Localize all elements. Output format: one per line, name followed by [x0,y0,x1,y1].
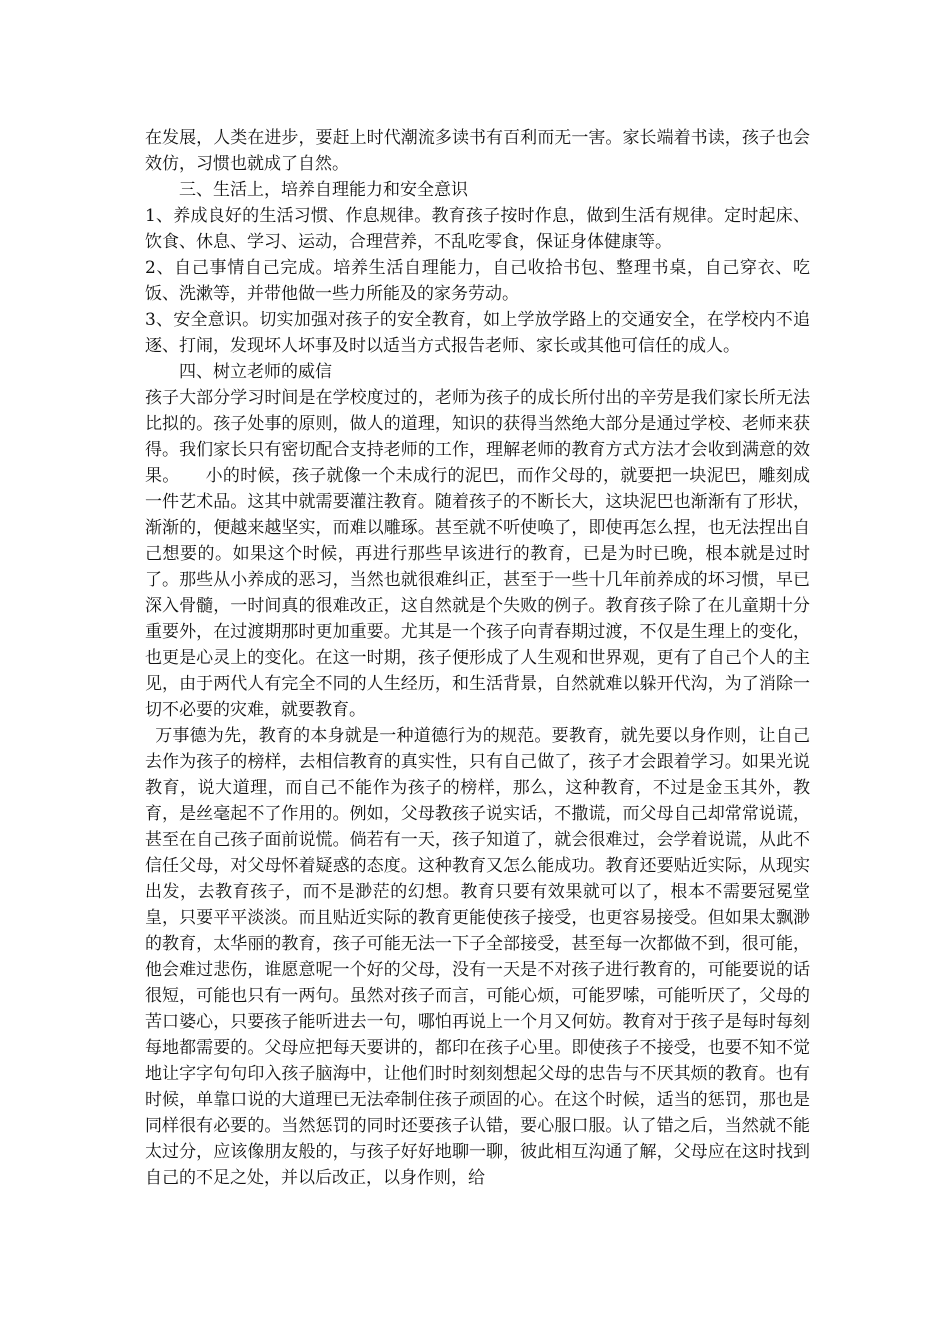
section-heading-life-skills: 三、生活上，培养自理能力和安全意识 [179,180,468,200]
document-body [145,125,810,1191]
section-heading-teacher-authority: 四、树立老师的威信 [179,362,332,382]
list-item-safety: 3、安全意识。切实加强对孩子的安全教育，如上学放学路上的交通安全，在学校内不追逐、打闹，发现坏人坏事及时以适当方式报告老师、家长或其他可信任的成人。 [145,310,810,356]
paragraph-teacher-authority: 孩子大部分学习时间是在学校度过的，老师为孩子的成长所付出的辛劳是我们家长所无法比拟的。孩子处事的原则，做人的道理，知识的获得当然绝大部分是通过学校、老师来获得。我们家长只有密切配合支持老师的工作，理解老师的教育方式方法才会收到满意的效果。 小的时候，孩子就像一个未成行的泥巴，而作父母的，就要把一块泥巴，雕刻成一件艺术品。这其中就需要灌注教育。随着孩子的不断长大，这块泥巴也渐渐有了形状，渐渐的，便越来越坚实，而难以雕琢。甚至就不听使唤了，即使再怎么捏，也无法捏出自己想要的。如果这个时候，再进行那些早该进行的教育，已是为时已晚，根本就是过时了。那些从小养成的恶习，当然也就很难纠正，甚至于一些十几年前养成的坏习惯，早已深入骨髓，一时间真的很难改正，这自然就是个失败的例子。教育孩子除了在儿童期十分重要外，在过渡期那时更加重要。尤其是一个孩子向青春期过渡，不仅是生理上的变化，也更是心灵上的变化。在这一时期，孩子便形成了人生观和世界观，更有了自己个人的主见，由于两代人有完全不同的人生经历，和生活背景，自然就难以躲开代沟，为了消除一切不必要的灾难，就要教育。 [145,388,810,720]
list-item-self-reliance: 2、自己事情自己完成。培养生活自理能力，自己收拾书包、整理书桌，自己穿衣、吃饭、洗漱等，并带他做一些力所能及的家务劳动。 [145,258,810,304]
paragraph-moral-education: 万事德为先，教育的本身就是一种道德行为的规范。要教育，就先要以身作则，让自己去作为孩子的榜样，去相信教育的真实性，只有自己做了，孩子才会跟着学习。如果光说教育，说大道理，而自己不能作为孩子的榜样，那么，这种教育，不过是金玉其外，教育，是丝毫起不了作用的。例如，父母教孩子说实话，不撒谎，而父母自己却常常说谎，甚至在自己孩子面前说慌。倘若有一天，孩子知道了，就会很难过，会学着说谎，从此不信任父母，对父母怀着疑惑的态度。这种教育又怎么能成功。教育还要贴近实际，从现实出发，去教育孩子，而不是渺茫的幻想。教育只要有效果就可以了，根本不需要冠冕堂皇，只要平平淡淡。而且贴近实际的教育更能使孩子接受，也更容易接受。但如果太飘渺的教育，太华丽的教育，孩子可能无法一下子全部接受，甚至每一次都做不到，很可能，他会难过悲伤，谁愿意呢一个好的父母，没有一天是不对孩子进行教育的，可能要说的话很短，可能也只有一两句。虽然对孩子而言，可能心烦，可能罗嗦，可能听厌了，父母的苦口婆心，只要孩子能听进去一句，哪怕再说上一个月又何妨。教育对于孩子是每时每刻每地都需要的。父母应把每天要讲的，都印在孩子心里。即使孩子不接受，也要不知不觉地让字字句句印入孩子脑海中，让他们时时刻刻想起父母的忠告与不厌其烦的教育。也有时候，单靠口说的大道理已无法牵制住孩子顽固的心。在这个时候，适当的惩罚，那也是同样很有必要的。当然惩罚的同时还要孩子认错，要心服口服。认了错之后，当然就不能太过分，应该像朋友般的，与孩子好好地聊一聊，彼此相互沟通了解，父母应在这时找到自己的不足之处，并以后改正，以身作则，给 [145,726,810,1188]
paragraph-intro-continuation: 在发展，人类在进步，要赶上时代潮流多读书有百利而无一害。家长端着书读，孩子也会效仿，习惯也就成了自然。 [145,128,810,174]
list-item-habits: 1、养成良好的生活习惯、作息规律。教育孩子按时作息，做到生活有规律。定时起床、饮食、休息、学习、运动，合理营养，不乱吃零食，保证身体健康等。 [145,206,810,252]
